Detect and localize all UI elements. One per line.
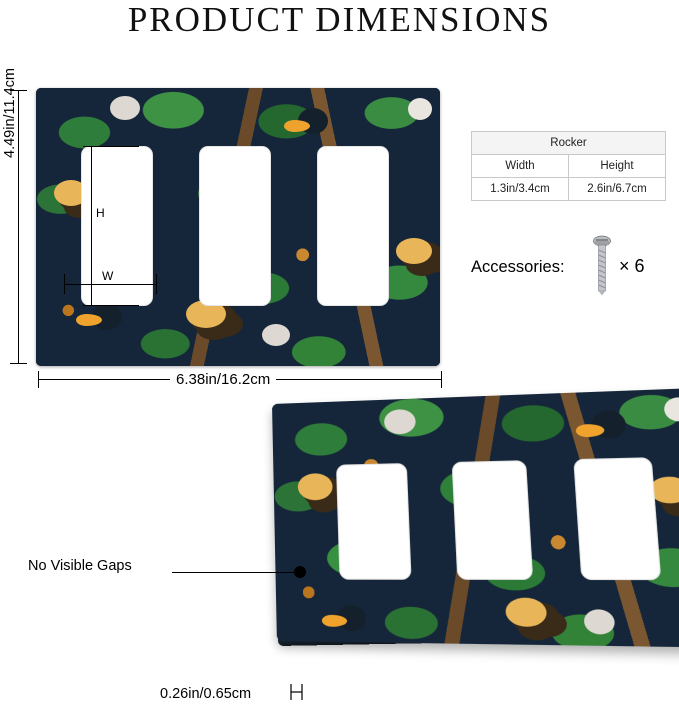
top-plate-figure <box>36 88 440 366</box>
zebra-illustration <box>110 96 140 120</box>
accessories-section <box>471 252 671 292</box>
width-dimension-line <box>64 284 156 285</box>
rocker-table-title: Rocker <box>472 132 666 155</box>
no-visible-gaps-marker <box>294 566 306 578</box>
no-visible-gaps-label: No Visible Gaps <box>28 558 132 574</box>
rocker-table-header-height: Height <box>569 155 666 178</box>
thickness-caliper-icon <box>290 683 304 701</box>
rocker-table-value-width: 1.3in/3.4cm <box>472 178 569 201</box>
rocker-table-value-height: 2.6in/6.7cm <box>569 178 666 201</box>
plate-width-cap-left <box>38 371 39 388</box>
no-visible-gaps-leader-line <box>172 572 294 573</box>
rocker-dimensions-table <box>471 131 666 201</box>
rocker-cutout-3 <box>573 457 661 580</box>
accessories-label: Accessories: <box>471 258 565 276</box>
wall-plate-front-view <box>36 88 440 366</box>
plate-height-cap-bottom <box>10 363 27 364</box>
owl-illustration <box>262 324 290 346</box>
rocker-cutout-3 <box>317 146 389 306</box>
width-annotation-label: W <box>102 269 114 283</box>
height-annotation-label: H <box>96 206 105 220</box>
rocker-table-header-width: Width <box>472 155 569 178</box>
plate-width-label: 6.38in/16.2cm <box>170 371 276 388</box>
bottom-plate-figure <box>272 404 678 678</box>
height-dimension-cap-top <box>83 146 139 147</box>
screw-icon <box>593 234 611 296</box>
rocker-cutout-2 <box>199 146 271 306</box>
rocker-cutout-1 <box>336 463 412 580</box>
height-dimension-cap-bottom <box>83 305 139 306</box>
wall-plate-angled-view <box>272 388 679 648</box>
width-dimension-cap-right <box>156 274 157 294</box>
rocker-cutout-2 <box>452 460 534 580</box>
plate-thickness-label: 0.26in/0.65cm <box>160 686 252 702</box>
plate-height-label: 4.49in/11.4cm <box>2 67 18 158</box>
plate-height-dimension-line <box>18 90 19 364</box>
parrot-illustration <box>408 98 432 120</box>
height-dimension-line <box>91 146 92 306</box>
plate-width-cap-right <box>441 371 442 388</box>
leopard-illustration <box>396 238 432 264</box>
width-dimension-cap-left <box>64 274 65 294</box>
accessories-count: × 6 <box>619 256 645 276</box>
page-title: PRODUCT DIMENSIONS <box>127 0 552 39</box>
